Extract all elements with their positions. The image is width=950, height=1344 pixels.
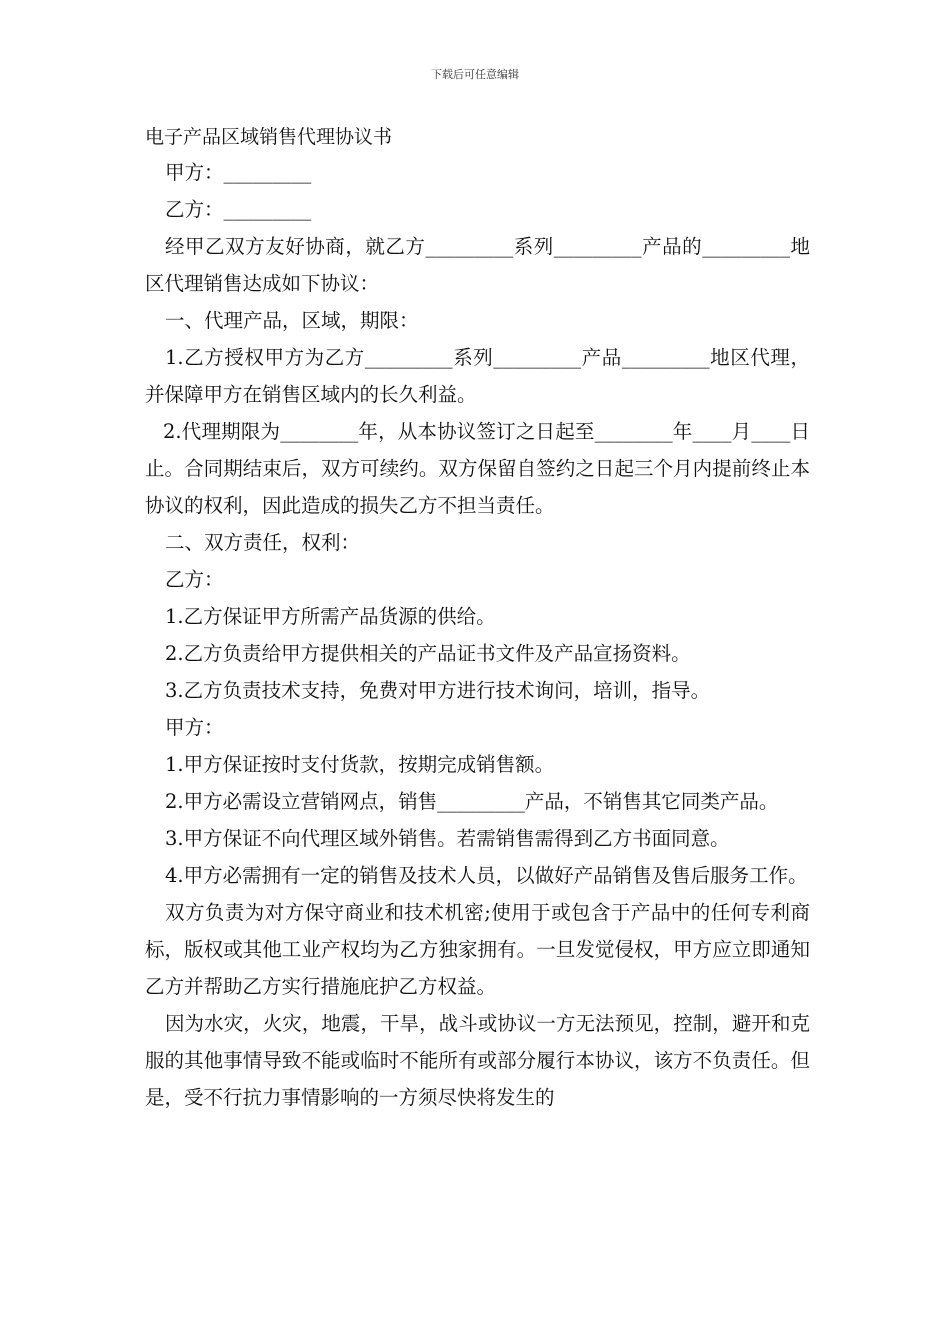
paragraph: 二、双方责任，权利：: [165, 531, 361, 554]
paragraph: 2.代理期限为________年，从本协议签订之日起至________年____月____日止。合同期结束后，双方可续约。双方保留自签约之日起三个月内提前终止本协议的权利，因此造成的损失乙方不担当责任。: [145, 420, 810, 517]
paragraph: 1.乙方保证甲方所需产品货源的供给。: [165, 605, 496, 628]
paragraph: 经甲乙双方友好协商，就乙方_________系列_________产品的_________地区代理销售达成如下协议：: [145, 235, 810, 295]
paragraph: 一、代理产品，区域，期限：: [165, 309, 419, 332]
paragraph: 3.乙方负责技术支持，免费对甲方进行技术询问，培训，指导。: [165, 679, 711, 702]
paragraph: 因为水灾，火灾，地震，干旱，战斗或协议一方无法预见，控制，避开和克服的其他事情导致不能或临时不能所有或部分履行本协议，该方不负责任。但是，受不行抗力事情影响的一方须尽快将发生的: [145, 1012, 810, 1109]
paragraph: 3.甲方保证不向代理区域外销售。若需销售需得到乙方书面同意。: [165, 827, 730, 850]
page-header: 下载后可任意编辑: [431, 68, 519, 81]
paragraph: 2.乙方负责给甲方提供相关的产品证书文件及产品宣扬资料。: [165, 642, 691, 665]
paragraph: 1.甲方保证按时支付货款，按期完成销售额。: [165, 753, 555, 776]
document-body: [145, 120, 810, 1116]
paragraph: 乙方：: [165, 568, 224, 591]
document-title: 电子产品区域销售代理协议书: [145, 126, 393, 148]
paragraph: 1.乙方授权甲方为乙方_________系列_________产品_________地区代理，并保障甲方在销售区域内的长久利益。: [145, 346, 810, 406]
paragraph: 2.甲方必需设立营销网点，销售_________产品，不销售其它同类产品。: [165, 790, 779, 813]
paragraph: 4.甲方必需拥有一定的销售及技术人员，以做好产品销售及售后服务工作。: [165, 864, 808, 887]
paragraph: 甲方：_________: [165, 161, 312, 184]
paragraph: 乙方：_________: [165, 198, 312, 221]
paragraph: 双方负责为对方保守商业和技术机密;使用于或包含于产品中的任何专利商标，版权或其他工业产权均为乙方独家拥有。一旦发觉侵权，甲方应立即通知乙方并帮助乙方实行措施庇护乙方权益。: [145, 901, 810, 998]
paragraph: 甲方：: [165, 716, 224, 739]
